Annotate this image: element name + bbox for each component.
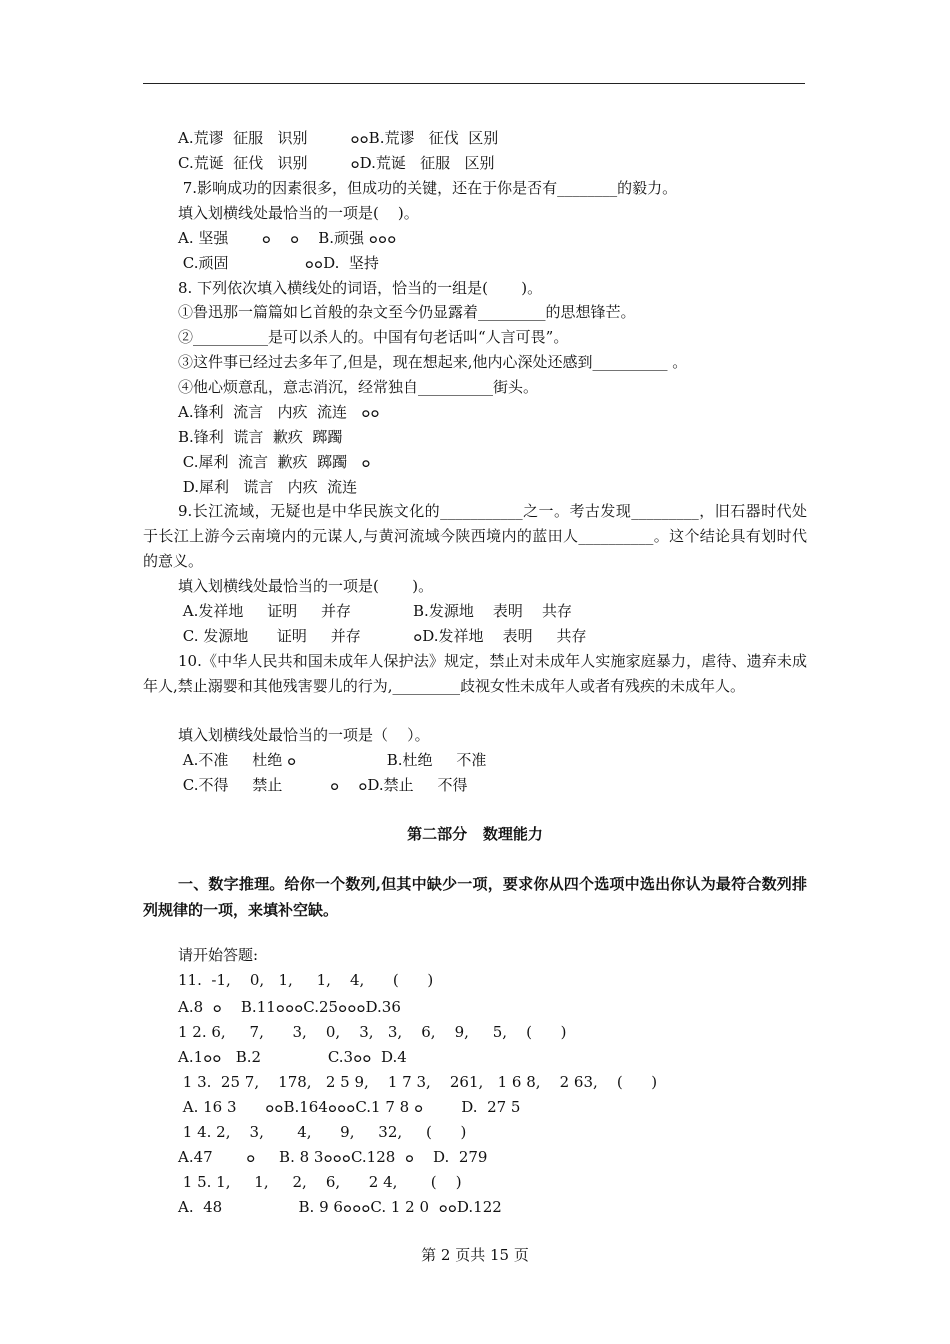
sentence-item: ①鲁迅那一篇篇如匕首般的杂文至今仍显露着_________的思想锋芒。 xyxy=(178,303,636,321)
section-title: 第二部分 数理能力 xyxy=(407,825,543,843)
option-line: A. 坚强 ๐ ๐ B.顽强 ๐๐๐ xyxy=(178,229,397,247)
instruction-line: 填入划横线处最恰当的一项是（ ）。 xyxy=(178,726,430,744)
question-14: 1 4. 2, 3, 4, 9, 32, ( ) xyxy=(178,1123,467,1141)
page-footer: 第 2 页共 15 页 xyxy=(421,1246,529,1264)
option-line: A. 48 B. 9 6๐๐๐C. 1 2 0 ๐๐D.122 xyxy=(178,1198,502,1216)
question-12: 1 2. 6, 7, 3, 0, 3, 3, 6, 9, 5, ( ) xyxy=(178,1023,567,1041)
option-line: C.荒诞 征伐 识别 ๐D.荒诞 征服 区别 xyxy=(178,154,495,172)
sentence-item: ②__________是可以杀人的。中国有句老话叫“人言可畏”。 xyxy=(178,328,569,346)
instruction-line: 填入划横线处最恰当的一项是( )。 xyxy=(178,577,434,595)
option-line: A.锋利 流言 内疚 流连 ๐๐ xyxy=(178,403,380,421)
option-line: D.犀利 谎言 内疚 流连 xyxy=(178,478,358,496)
option-line: A.发祥地 证明 并存 B.发源地 表明 共存 xyxy=(178,602,572,620)
option-line: A.47 ๐ B. 8 3๐๐๐C.128 ๐ D. 279 xyxy=(178,1148,488,1166)
option-line: A. 16 3 ๐๐B.164๐๐๐C.1 7 8 ๐ D. 27 5 xyxy=(178,1098,521,1116)
question-11: 11. -1, 0, 1, 1, 4, ( ) xyxy=(178,971,434,989)
option-line: A.荒谬 征服 识别 ๐๐B.荒谬 征伐 区别 xyxy=(178,129,499,147)
question-8: 8. 下列依次填入横线处的词语，恰当的一组是( )。 xyxy=(178,279,543,297)
header-rule xyxy=(143,83,805,84)
option-line: A.8 ๐ B.11๐๐๐C.25๐๐๐D.36 xyxy=(178,998,401,1016)
question-9: 9.长江流域，无疑也是中华民族文化的___________之一。考古发现_________，旧石器时代处于长江上游今云南境内的元谋人,与黄河流域今陕西境内的蓝田人__________。这个结论具有划时代的意义。 xyxy=(143,502,807,570)
option-line: C.犀利 流言 歉疚 踯躅 ๐ xyxy=(178,453,371,471)
question-7: 7.影响成功的因素很多，但成功的关键，还在于你是否有________的毅力。 xyxy=(178,179,678,197)
question-13: 1 3. 25 7, 178, 2 5 9, 1 7 3, 261, 1 6 8, 2 63, ( ) xyxy=(178,1073,658,1091)
option-line: C. 发源地 证明 并存 ๐D.发祥地 表明 共存 xyxy=(178,627,587,645)
option-line: A.不准 杜绝 ๐ B.杜绝 不准 xyxy=(178,751,487,769)
option-line: B.锋利 谎言 歉疚 踯躅 xyxy=(178,428,343,446)
start-prompt: 请开始答题: xyxy=(178,946,259,964)
question-10: 10.《中华人民共和国未成年人保护法》规定，禁止对未成年人实施家庭暴力，虐待、遗弃未成年人,禁止溺婴和其他残害婴儿的行为,_________歧视女性未成年人或者有残疾的未成年人。 xyxy=(143,652,807,695)
section-heading: 一、数字推理。给你一个数列,但其中缺少一项，要求你从四个选项中选出你认为最符合数列排列规律的一项，来填补空缺。 xyxy=(143,875,807,919)
question-15: 1 5. 1, 1, 2, 6, 2 4, ( ) xyxy=(178,1173,462,1191)
sentence-item: ④他心烦意乱，意志消沉，经常独自__________街头。 xyxy=(178,378,539,396)
sentence-item: ③这件事已经过去多年了,但是，现在想起来,他内心深处还感到__________ 。 xyxy=(178,353,688,371)
option-line: C.顽固 ๐๐D. 坚持 xyxy=(178,254,379,272)
instruction-line: 填入划横线处最恰当的一项是( )。 xyxy=(178,204,419,222)
option-line: A.1๐๐ B.2 C.3๐๐ D.4 xyxy=(178,1048,407,1066)
option-line: C.不得 禁止 ๐ ๐D.禁止 不得 xyxy=(178,776,468,794)
